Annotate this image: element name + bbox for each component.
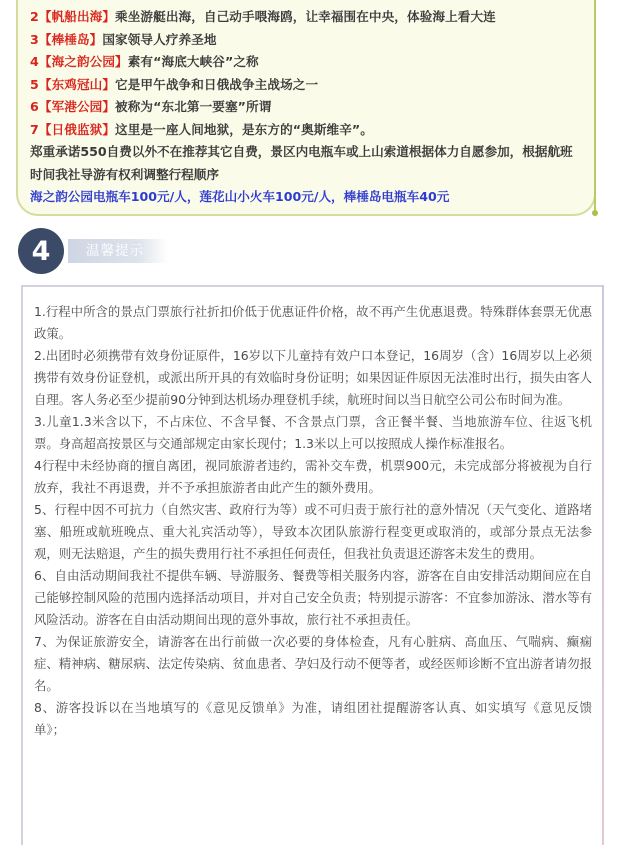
item-number: 5: [30, 76, 39, 92]
item-number: 2: [30, 9, 39, 24]
card-edge-line: [594, 0, 596, 214]
itinerary-item: [30, 119, 582, 142]
item-number: 6: [30, 99, 39, 114]
item-number: 7: [30, 121, 39, 137]
fee-note: 海之韵公园电瓶车100元/人，莲花山小火车100元/人，棒棰岛电瓶车40元: [30, 189, 450, 204]
tip-item: 7、为保证旅游安全，请游客在出行前做一次必要的身体检查，凡有心脏病、高血压、气喘病、癫痫症、精神病、糖尿病、法定传染病、贫血患者、孕妇及行动不便等者，或经医师诊断不宜出游者请勿报名。: [34, 634, 592, 693]
tips-box-accent: [602, 285, 604, 845]
tip-item: 4行程中未经协商的擅自离团，视同旅游者违约，需补交车费，机票900元，未完成部分将被视为自行放弃，我社不再退费，并不予承担旅游者由此产生的额外费用。: [34, 458, 592, 495]
item-name: 【日俄监狱】: [38, 121, 116, 137]
itinerary-item: [30, 96, 582, 119]
itinerary-item: [30, 6, 582, 29]
itinerary-item: [30, 51, 582, 74]
item-name: 【军港公园】: [38, 99, 116, 114]
section-title: 温馨提示: [86, 243, 144, 259]
tip-item: 1.行程中所含的景点门票旅行社折扣价低于优惠证件价格，故不再产生优惠退费。特殊群体套票无优惠政策。: [34, 304, 592, 341]
itinerary-card: [16, 0, 596, 216]
item-number: 3: [30, 31, 39, 47]
itinerary-item: [30, 29, 582, 52]
tip-item: 8、游客投诉以在当地填写的《意见反馈单》为准，请组团社提醒游客认真、如实填写《意见反馈单》；: [34, 700, 592, 737]
item-number: 4: [30, 54, 39, 69]
tip-item: 2.出团时必须携带有效身份证原件，16岁以下儿童持有效户口本登记，16周岁（含）16周岁以上必须携带有效身份证登机，或派出所开具的有效临时身份证明；如果因证件原因无法准时出行，损失由客人自理。客人务必至少提前90分钟到达机场办理登机手续，航班时间以当日航空公司公布时间为准。: [34, 348, 592, 407]
item-name: 【海之韵公园】: [38, 54, 128, 69]
item-desc: 被称为“东北第一要塞”所谓: [115, 99, 272, 114]
item-desc: 素有“海底大峡谷”之称: [127, 54, 259, 69]
item-desc: 乘坐游艇出海，自己动手喂海鸥，让幸福围在中央，体验海上看大连: [115, 9, 496, 24]
tip-item: 3.儿童1.3米含以下，不占床位、不含早餐、不含景点门票，含正餐半餐、当地旅游车位、往返飞机票。身高超高按景区与交通部规定由家长现付；1.3米以上可以按照成人操作标准报名。: [34, 414, 592, 451]
self-pay-promise: 郑重承诺550自费以外不在推荐其它自费，景区内电瓶车或上山索道根据体力自愿参加，根据航班时间我社导游有权利调整行程顺序: [30, 144, 573, 182]
item-name: 【帆船出海】: [38, 9, 116, 24]
itinerary-item: [30, 74, 582, 97]
item-name: 【棒棰岛】: [38, 31, 103, 47]
section-header: [18, 228, 178, 274]
item-desc: 国家领导人疗养圣地: [102, 31, 217, 47]
item-desc: 它是甲午战争和日俄战争主战场之一: [115, 76, 319, 92]
card-edge-dot: [592, 210, 598, 216]
tip-item: 6、自由活动期间我社不提供车辆、导游服务、餐费等相关服务内容，游客在自由安排活动期间应在自己能够控制风险的范围内选择活动项目，并对自己安全负责；特别提示游客：不宜参加游泳、潜水等有风险活动。游客在自由活动期间出现的意外事故，旅行社不承担责任。: [34, 568, 592, 627]
tips-box: [21, 285, 604, 845]
item-desc: 这里是一座人间地狱，是东方的“奥斯维辛”。: [115, 121, 373, 137]
tip-item: 5、行程中因不可抗力（自然灾害、政府行为等）或不可归责于旅行社的意外情况（天气变化、道路堵塞、船班或航班晚点、重大礼宾活动等），导致本次团队旅游行程变更或取消的，或部分景点无法参观，则无法赔退，产生的损失费用行社不承担任何责任，但我社负责退还游客未发生的费用。: [34, 502, 592, 561]
section-number-badge: 4: [18, 228, 64, 274]
item-name: 【东鸡冠山】: [38, 76, 116, 92]
